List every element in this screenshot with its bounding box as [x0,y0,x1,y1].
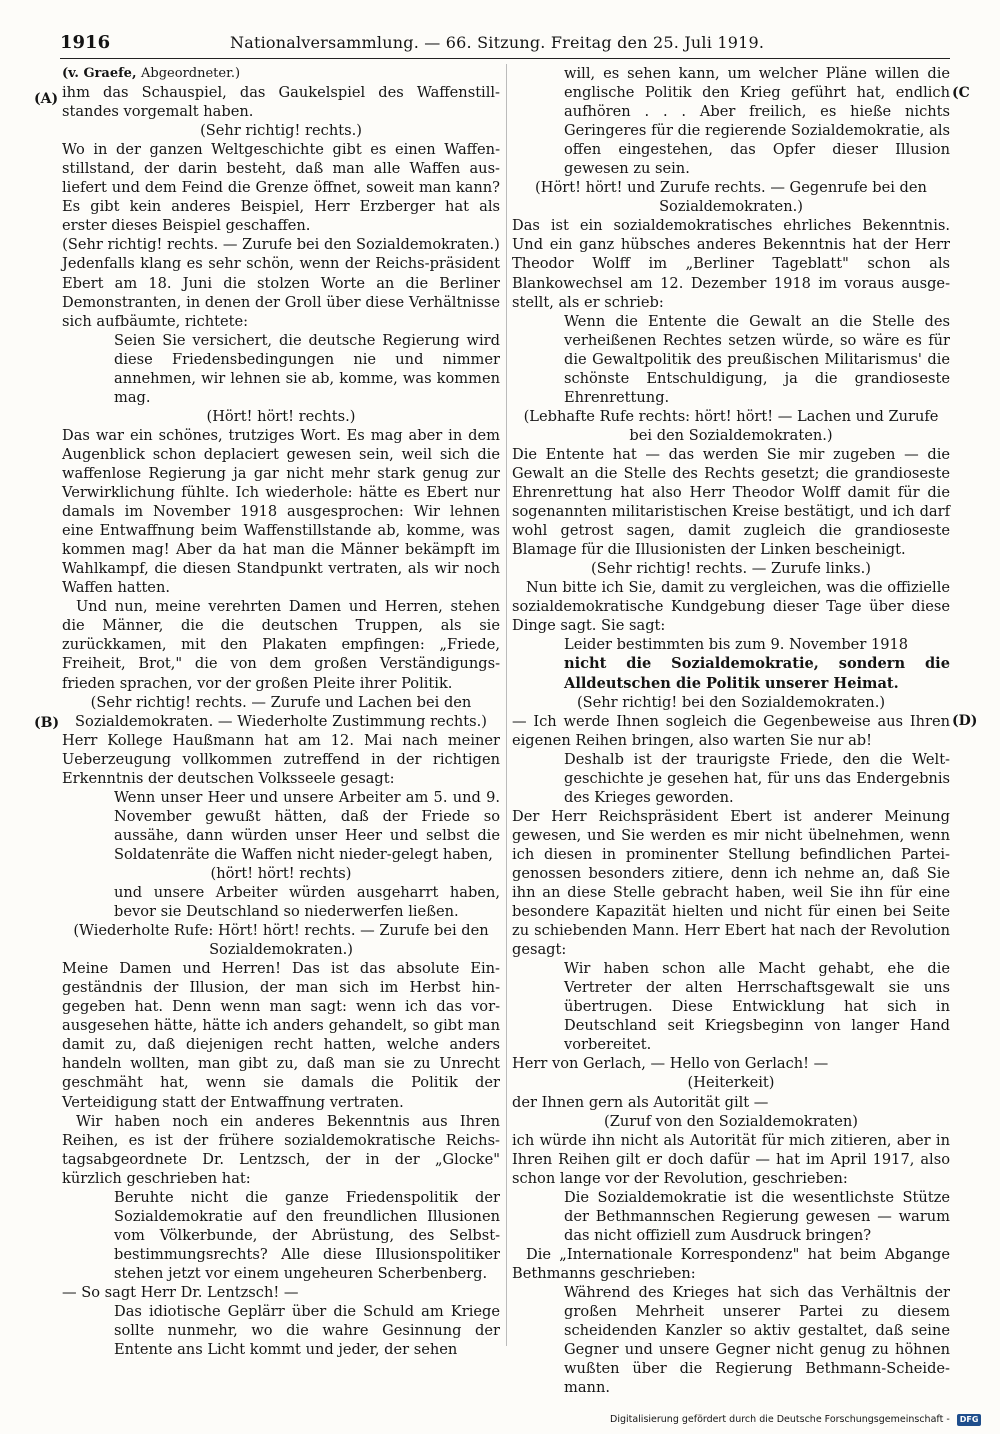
paragraph: Die Entente hat — das werden Sie mir zugeben — die Gewalt an die Stelle des Rechts gesetzt; die grandioseste Ehrenrettung hat also Herr Theodor Wolff damit für die sogenannten militaristischen Kreise bestätigt, und ich darf wohl getrost sagen, damit zugleich die grandioseste Blamage für die Illusionisten der Linken bescheinigt. [512,445,950,559]
paragraph: ihm das Schauspiel, das Gaukelspiel des Waffenstill-standes vorgemalt haben. [62,84,500,121]
interjection: (Wiederholte Rufe: Hört! hört! rechts. — Zurufe bei den Sozialdemokraten.) [73,922,489,959]
paragraph: Meine Damen und Herren! Das ist das absolute Ein-geständnis der Illusion, der man sich im Herbst hin-gegeben hat. Denn wenn man sagt: wenn ich das vor-ausgesehen hätte, hätte ich anders gehandelt, so gibt man damit zu, daß diejenigen recht hatten, welche anders handeln wollten, man gibt zu, daß man sie zu Unrecht geschmäht hat, wenn sie damals die Politik der Verteidigung statt der Entwaffnung vertraten. [62,960,500,1111]
right-column [512,64,950,1397]
paragraph: Herr Kollege Haußmann hat am 12. Mai nach meiner Ueberzeugung vollkommen zutreffend in der richtigen Erkenntnis der deutschen Volksseele gesagt: [62,731,500,787]
interjection: (Hört! hört! und Zurufe rechts. — Gegenrufe bei den Sozialdemokraten.) [535,179,927,216]
quotation: Leider bestimmten bis zum 9. November 1918 [564,636,909,654]
page-header [60,32,950,59]
interjection: (Lebhafte Rufe rechts: hört! hört! — Lachen und Zurufe bei den Sozialdemokraten.) [523,407,939,444]
quotation-bold: nicht die Sozialdemokratie, sondern die Alldeutschen die Politik unserer Heimat. [564,655,950,692]
page-number: 1916 [60,32,111,53]
margin-marker-c: (C [952,85,970,101]
interjection: (Zuruf von den Sozialdemokraten) [604,1112,858,1130]
margin-marker-a: (A) [34,91,59,107]
quotation: und unsere Arbeiter würden ausgeharrt haben, bevor sie Deutschland so niederwerfen ließen. [114,884,500,921]
paragraph: der Ihnen gern als Autorität gilt — [512,1093,769,1111]
column-divider [506,64,507,1346]
paragraph: Wir haben noch ein anderes Bekenntnis aus Ihren Reihen, es ist der frühere sozialdemokratische Reichs-tagsabgeordnete Dr. Lentzsch, der in der „Glocke" kürzlich geschrieben hat: [62,1112,500,1187]
margin-marker-d: (D) [952,713,978,729]
paragraph: Das war ein schönes, trutziges Wort. Es mag aber in dem Augenblick schon deplaciert gewesen sein, weil sich die waffenlose Regierung ja gar nicht mehr stark genug zur Verwirklichung fühlte. Ich wiederhole: hätte es Ebert nur damals im November 1918 ausgesprochen: Wir lehnen eine Entwaffnung beim Waffenstillstande ab, komme, was kommen mag! Aber da hat man die Männer bekämpft im Wahlkampf, die diesen Standpunkt vertraten, als wir noch Waffen hatten. [62,426,500,597]
interjection: (Sehr richtig! rechts. — Zurufe bei den Sozialdemokraten.) [62,236,500,254]
speaker-role: Abgeordneter.) [141,66,241,81]
paragraph: ich würde ihn nicht als Autorität für mich zitieren, aber in Ihren Reihen gilt er doch dafür — hat im April 1917, also schon lange vor der Revolution, geschrieben: [512,1131,950,1187]
quotation: Deshalb ist der traurigste Friede, den die Welt-geschichte je gesehen hat, für uns das Endergebnis des Krieges geworden. [564,750,950,806]
paragraph: — So sagt Herr Dr. Lentzsch! — [62,1284,299,1301]
margin-marker-b: (B) [34,715,60,731]
interjection: (Heiterkeit) [687,1074,775,1092]
interjection: (Sehr richtig! rechts. — Zurufe und Lachen bei den Sozialdemokraten. — Wiederholte Zustimmung rechts.) [75,693,487,730]
interjection: (Sehr richtig! bei den Sozialdemokraten.) [576,693,886,711]
quotation: Wenn die Entente die Gewalt an die Stelle des verheißenen Rechtes setzen würde, so wäre es für die Gewaltpolitik des preußischen Militarismus' die schönste Entschuldigung, ja die grandioseste Ehrenrettung. [564,312,950,406]
paragraph: Und nun, meine verehrten Damen und Herren, stehen die Männer, die die deutschen Truppen, als sie zurückkamen, mit den Plakaten empfingen: „Friede, Freiheit, Brot," die von dem großen Verständigungs-frieden sprachen, vor der großen Pleite ihrer Politik. [62,598,500,692]
paragraph: Jedenfalls klang es sehr schön, wenn der Reichs-präsident Ebert am 18. Juni die stolzen Worte an die Berliner Demonstranten, in denen der Groll über diese Verhältnisse sich aufbäumte, richtete: [62,255,500,330]
paragraph: Herr von Gerlach, — Hello von Gerlach! — [512,1055,829,1073]
paragraph: — Ich werde Ihnen sogleich die Gegenbeweise aus Ihren eigenen Reihen bringen, also warten Sie nur ab! [512,712,950,749]
paragraph: Die „Internationale Korrespondenz" hat beim Abgange Bethmanns geschrieben: [512,1245,950,1282]
quotation: Die Sozialdemokratie ist die wesentlichste Stütze der Bethmannschen Regierung gewesen — warum das nicht offiziell zum Ausdruck bringen? [564,1188,950,1244]
quotation: Während des Krieges hat sich das Verhältnis der großen Mehrheit unserer Partei zu diesem scheidenden Kanzler so aktiv gestaltet, daß seine Gegner und unsere Gegner nicht genug zu höhnen wußten über die Regierung Bethmann-Scheide-mann. [564,1284,950,1397]
speaker-name: (v. Graefe, [62,66,137,81]
left-column [62,64,500,1359]
dfg-logo: DFG [957,1414,982,1426]
quotation: Das idiotische Geplärr über die Schuld am Kriege sollte nunmehr, wo die wahre Gesinnung der Entente ans Licht kommt und jeder, der sehen [114,1303,500,1359]
interjection: (hört! hört! rechts) [210,864,352,882]
paragraph: Wo in der ganzen Weltgeschichte gibt es einen Waffen-stillstand, der darin besteht, daß man alle Waffen aus-liefert und dem Feind die Grenze öffnet, soweit man kann? Es gibt kein anderes Beispiel, Herr Erzberger hat als erster dieses Beispiel geschaffen. [62,141,500,235]
speaker-attribution [62,64,500,83]
running-title: Nationalversammlung. — 66. Sitzung. Freitag den 25. Juli 1919. [230,33,765,52]
quotation: Beruhte nicht die ganze Friedenspolitik der Sozialdemokratie auf den freundlichen Illusionen vom Völkerbunde, der Abrüstung, des Selbst-bestimmungsrechts? Alle diese Illusionspolitiker stehen jetzt vor einem ungeheuren Scherbenberg. [114,1188,500,1282]
interjection: (Sehr richtig! rechts.) [200,122,362,140]
quotation: Seien Sie versichert, die deutsche Regierung wird diese Friedensbedingungen nie und nimmer annehmen, wir lehnen sie ab, komme, was kommen mag. [114,331,500,406]
quotation: Wenn unser Heer und unsere Arbeiter am 5. und 9. November gewußt hätten, daß der Friede so aussähe, dann würden unser Heer und selbst die Soldatenräte die Waffen nicht nieder-gelegt haben, [114,788,500,863]
quotation: will, es sehen kann, um welcher Pläne willen die englische Politik den Krieg geführt hat, endlich aufhören . . . Aber freilich, es hieße nichts Geringeres für die regierende Sozialdemokratie, als offen eingestehen, das Opfer dieser Illusion gewesen zu sein. [564,65,950,178]
paragraph: Nun bitte ich Sie, damit zu vergleichen, was die offizielle sozialdemokratische Kundgebung dieser Tage über diese Dinge sagt. Sie sagt: [512,579,950,635]
quotation: Wir haben schon alle Macht gehabt, ehe die Vertreter der alten Herrschaftsgewalt sie uns übertrugen. Diese Entwicklung hat sich in Deutschland seit Kriegsbeginn von langer Hand vorbereitet. [564,960,950,1054]
interjection: (Hört! hört! rechts.) [206,407,356,425]
footer-text: Digitalisierung gefördert durch die Deutsche Forschungsgemeinschaft - [610,1414,950,1425]
paragraph: Der Herr Reichspräsident Ebert ist anderer Meinung gewesen, und Sie werden es mir nicht übelnehmen, wenn ich diesen in prominenter Stellung befindlichen Partei-genossen besonders zitiere, denn ich nehme an, daß Sie ihn an diese Stelle gebracht haben, weil Sie ihn für eine besondere Kapazität hielten und nicht für einen bei Seite zu schiebenden Mann. Herr Ebert hat nach der Revolution gesagt: [512,807,950,959]
interjection: (Sehr richtig! rechts. — Zurufe links.) [591,560,871,578]
funding-footer [610,1412,990,1428]
paragraph: Das ist ein sozialdemokratisches ehrliches Bekenntnis. Und ein ganz hübsches anderes Bekenntnis hat der Herr Theodor Wolff im „Berliner Tageblatt" schon als Blankowechsel am 12. Dezember 1918 im voraus ausge-stellt, als er schrieb: [512,217,950,311]
